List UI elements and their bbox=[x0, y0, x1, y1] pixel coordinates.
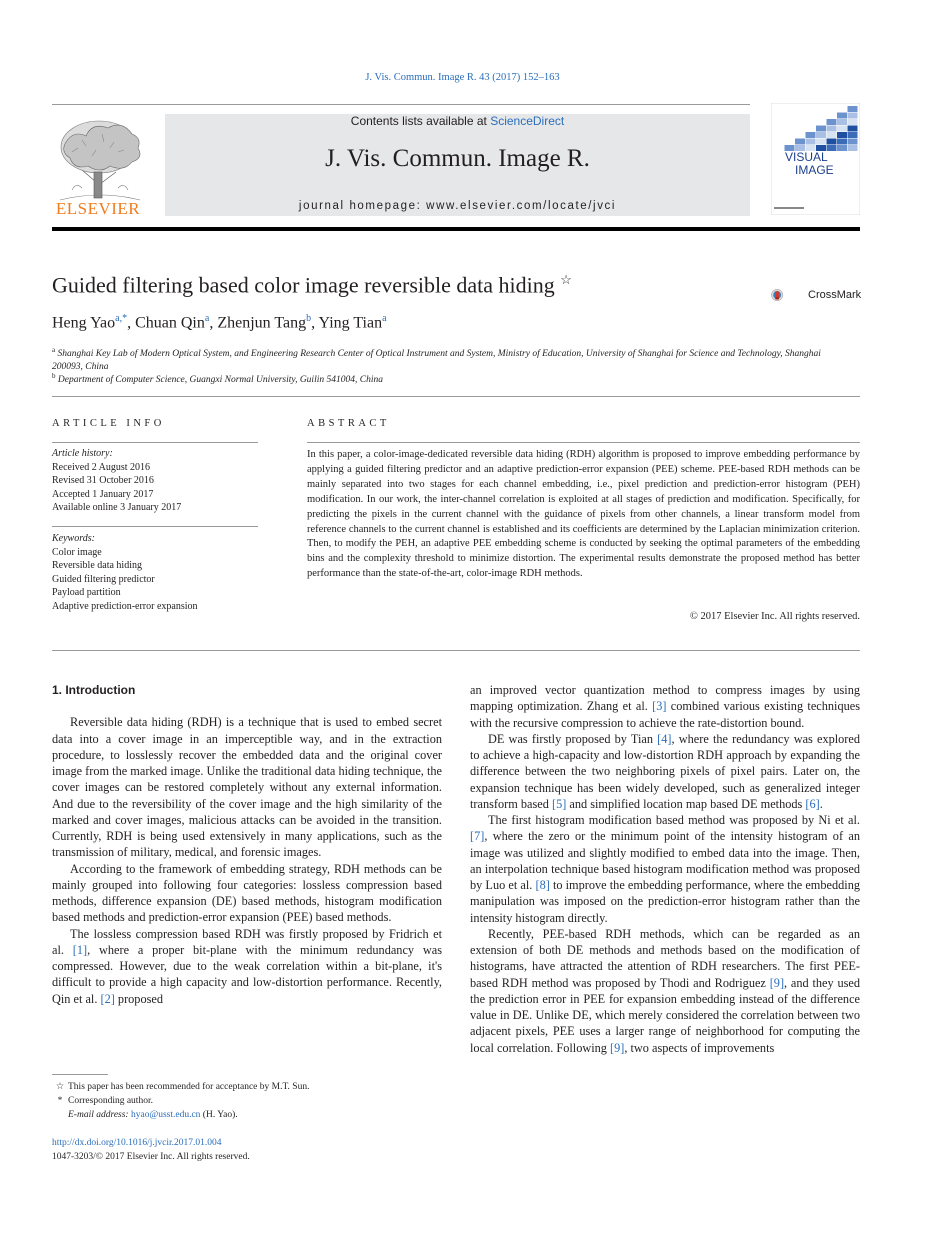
cover-mosaic-tile bbox=[837, 113, 847, 119]
citation-link[interactable]: [8] bbox=[535, 878, 550, 892]
body-paragraph: The first histogram modification based method was proposed by Ni et al. [7], where the zero or the minimum point of the intensity histogram of an image was utilized and slightly modified to embed data into the image. Then, an interpolation technique based histogram modification method was proposed by Luo et al. [8] to improve the embedding performance, where the embedding manipulation was imposed on the prediction-error histogram rather than the intensity histogram directly. bbox=[470, 813, 860, 925]
citation-link[interactable]: [9] bbox=[610, 1040, 625, 1055]
title-footnote-mark[interactable]: ☆ bbox=[560, 272, 572, 287]
cover-mosaic-tile bbox=[827, 132, 837, 138]
body-left-column bbox=[52, 682, 442, 1007]
article-title bbox=[52, 272, 572, 298]
body-paragraph: Reversible data hiding (RDH) is a technique that is used to embed secret data into a cover image in an imperceptible way, and in the extraction procedure, to losslessly recover the embedded data and the original cover image from the marked image. Unlike the traditional data hiding technique, the cover images can be restored completely without any external information. And due to the reversibility of the cover image and the high similarity of the marked and cover images, malicious attacks can be avoided in the transition. Currently, RDH is being used extensively in many applications, such as the transmission of military, medical, and forensic images. bbox=[52, 715, 442, 860]
footnotes bbox=[52, 1080, 442, 1122]
cover-mosaic-tile bbox=[848, 106, 858, 112]
cover-mosaic-tile bbox=[816, 139, 826, 145]
footnote-rule bbox=[52, 1074, 108, 1075]
body-paragraph: DE was firstly proposed by Tian [4], where the redundancy was explored to achieve a high-capacity and low-distortion RDH approach by expanding the difference between the two neighboring pixels of pixel pairs. Later on, the expansion technique has been widely developed, such as generalized integer transform based [5] and simplified location map based DE methods [6]. bbox=[470, 731, 861, 811]
cover-mosaic-tile bbox=[806, 139, 816, 145]
citation-link[interactable]: [2] bbox=[100, 991, 115, 1006]
journal-title: J. Vis. Commun. Image R. bbox=[325, 145, 590, 172]
cover-mosaic-tile bbox=[837, 119, 847, 125]
footnote-text: This paper has been recommended for acceptance by M.T. Sun. bbox=[68, 1082, 310, 1092]
abstract-text: In this paper, a color-image-dedicated reversible data hiding (RDH) algorithm is proposed to improve embedding performance by applying a guided filtering predictor and an adaptive prediction-error expansion (PEE) scheme. PEE-based RDH methods can be mainly separated into two stages for each channel embedding, i.e., pixel prediction and prediction-error histogram (PEH) modification. In our work, the inter-channel correlation is exploited at all stages of prediction and modification. Specifically, for predicting the pixels in the current channel with the guidance of pixels from other channels, a linear transform model from reference channels to the current channel is established and its coefficients are determined by the Laplacian minimization criterion. Then, to modify the PEH, an adaptive PEE embedding scheme is conducted by seeking the optimal parameters of the embedding bins and the complexity threshold to minimize distortion. The experimental results demonstrate the proposed method has better performance than the state-of-the-art, color-image RDH methods. bbox=[307, 449, 860, 580]
author-affiliation-mark[interactable]: a bbox=[382, 313, 387, 324]
cover-mosaic-tile bbox=[827, 139, 837, 145]
crossmark-label[interactable]: CrossMark bbox=[808, 289, 862, 301]
contents-prefix: Contents lists available at bbox=[350, 114, 491, 128]
body-paragraph: The lossless compression based RDH was firstly proposed by Fridrich et al. [1], where a proper bit-plane with the minimum redundancy was compressed. However, due to the weak correlation within a bit-plane, it's difficult to provide a high capacity and low-distortion performance. Recently, Qin et al. [2] proposed bbox=[52, 926, 442, 1006]
keyword-item: Reversible data hiding bbox=[52, 560, 142, 571]
cover-mosaic-tile bbox=[848, 113, 858, 119]
elsevier-wordmark[interactable]: ELSEVIER bbox=[55, 199, 141, 218]
cover-title-line1: VISUAL bbox=[785, 150, 828, 164]
cover-mosaic-tile bbox=[837, 139, 847, 145]
footnote-item bbox=[52, 1094, 442, 1108]
history-label: Article history: bbox=[52, 448, 113, 459]
cover-mosaic-tile bbox=[806, 132, 816, 138]
cover-mosaic-tile bbox=[816, 132, 826, 138]
author-name[interactable]: Chuan Qin bbox=[135, 314, 205, 332]
body-paragraph: an improved vector quantization method to compress images by using mapping optimization. Zhang et al. [3] combined various existing techniques with the recursive compression to achieve the rate-distortion bound. bbox=[470, 683, 861, 730]
affiliation-text: Department of Computer Science, Guangxi Normal University, Guilin 541004, China bbox=[57, 375, 383, 386]
cover-mosaic-tile bbox=[848, 145, 858, 151]
crossmark-icon[interactable] bbox=[771, 278, 807, 312]
author-separator: , bbox=[311, 314, 319, 332]
journal-homepage[interactable]: journal homepage: www.elsevier.com/locate/jvci bbox=[298, 200, 617, 212]
keyword-item: Color image bbox=[52, 546, 102, 558]
keywords-label: Keywords: bbox=[52, 533, 95, 544]
section-heading: 1. Introduction bbox=[52, 683, 136, 697]
footnote-mark: ☆ bbox=[55, 1082, 65, 1092]
article-info-heading: ARTICLE INFO bbox=[52, 418, 165, 429]
history-item: Received 2 August 2016 bbox=[52, 461, 151, 473]
abstract-copyright: © 2017 Elsevier Inc. All rights reserved. bbox=[689, 611, 860, 622]
email-label: E-mail address: bbox=[68, 1110, 131, 1120]
abstract-heading: ABSTRACT bbox=[307, 418, 390, 429]
body-paragraph: Recently, PEE-based RDH methods, which can be regarded as an extension of both DE methods and methods based on the modification of histograms, have attracted the attention of RDH researchers. The first PEE-based RDH method was proposed by Thodi and Rodriguez [9], and they used the prediction error in PEE for expansion embedding instead of the difference value in DE. Unlike DE, which merely considered the correlation between two adjacent pixels, PEE uses a larger range of neighborhood for computing the local correlation. Following [9], two aspects of improvements bbox=[470, 926, 860, 1055]
keyword-item: Payload partition bbox=[52, 587, 121, 598]
author-name[interactable]: Ying Tian bbox=[318, 314, 383, 332]
footnote-email bbox=[52, 1108, 442, 1122]
doi-block bbox=[52, 1137, 250, 1164]
cover-mosaic-tile bbox=[827, 119, 837, 125]
journal-citation[interactable]: J. Vis. Commun. Image R. 43 (2017) 152–163 bbox=[365, 72, 560, 83]
keyword-item: Adaptive prediction-error expansion bbox=[52, 600, 198, 612]
citation-link[interactable]: [1] bbox=[72, 942, 88, 957]
sciencedirect-link[interactable]: ScienceDirect bbox=[490, 114, 565, 128]
contents-line bbox=[165, 114, 750, 128]
footnote-mark: * bbox=[57, 1096, 63, 1106]
cover-title-line2: IMAGE bbox=[795, 163, 834, 177]
cover-mosaic-tile bbox=[827, 126, 837, 132]
affiliation-mark: b bbox=[52, 372, 56, 380]
author-affiliation-mark[interactable]: b bbox=[306, 313, 312, 324]
abstract-rule bbox=[307, 442, 860, 443]
footnote-item bbox=[52, 1080, 442, 1094]
affiliation-divider bbox=[52, 396, 860, 397]
affiliation-b bbox=[52, 370, 852, 387]
citation-link[interactable]: [6] bbox=[805, 796, 820, 811]
history-item: Available online 3 January 2017 bbox=[52, 502, 182, 513]
keywords bbox=[52, 532, 262, 613]
affiliation-mark: a bbox=[52, 346, 56, 354]
body-right-column bbox=[470, 682, 860, 1056]
header-thick-rule bbox=[52, 227, 860, 231]
article-info-rule bbox=[52, 442, 258, 443]
cover-mosaic-tile bbox=[837, 126, 847, 132]
author-affiliation-mark[interactable]: a,* bbox=[115, 313, 128, 324]
citation-link[interactable]: [3] bbox=[652, 699, 667, 714]
cover-mosaic-tile bbox=[795, 139, 805, 145]
keyword-item: Guided filtering predictor bbox=[52, 573, 155, 585]
author-name[interactable]: Heng Yao bbox=[52, 314, 116, 332]
author-separator: , bbox=[209, 314, 218, 332]
cover-mosaic-tile bbox=[827, 145, 837, 151]
body-paragraph: According to the framework of embedding strategy, RDH methods can be mainly grouped into following four categories: lossless compression based methods, difference expansion (DE) based methods, histogram modification based methods and prediction-error expansion (PEE) based methods. bbox=[52, 861, 442, 925]
cover-mosaic-tile bbox=[848, 139, 858, 145]
email-link[interactable]: hyao@usst.edu.cn bbox=[130, 1110, 201, 1120]
article-title-text: Guided filtering based color image reversible data hiding bbox=[52, 272, 555, 298]
email-suffix: (H. Yao). bbox=[200, 1110, 238, 1120]
history-item: Accepted 1 January 2017 bbox=[52, 488, 154, 500]
author-name[interactable]: Zhenjun Tang bbox=[217, 314, 307, 332]
affiliation-text: Shanghai Key Lab of Modern Optical System, and Engineering Research Center of Optical Instrument and System, Ministry of Education, University of Shanghai for Science and Technology, Shanghai 200093, China bbox=[52, 349, 821, 373]
author-separator: , bbox=[127, 314, 136, 332]
author-affiliation-mark[interactable]: a bbox=[204, 313, 210, 324]
journal-cover-thumbnail[interactable] bbox=[771, 103, 860, 215]
cover-mosaic-tile bbox=[837, 132, 847, 138]
cover-mosaic-tile bbox=[837, 145, 847, 151]
doi-link[interactable]: http://dx.doi.org/10.1016/j.jvcir.2017.01.004 bbox=[52, 1138, 222, 1148]
author-list bbox=[52, 313, 387, 332]
cover-mosaic-tile bbox=[848, 132, 858, 138]
cover-mosaic-tile bbox=[816, 126, 826, 132]
issn-copyright: 1047-3203/© 2017 Elsevier Inc. All rights reserved. bbox=[52, 1151, 250, 1162]
history-item: Revised 31 October 2016 bbox=[52, 475, 154, 486]
cover-mosaic-tile bbox=[848, 126, 858, 132]
citation-link[interactable]: [4] bbox=[657, 731, 672, 746]
footnote-text: Corresponding author. bbox=[68, 1096, 153, 1106]
citation-link[interactable]: [9] bbox=[769, 975, 785, 990]
article-history bbox=[52, 447, 262, 515]
citation-link[interactable]: [5] bbox=[551, 796, 567, 811]
cover-mosaic-tile bbox=[848, 119, 858, 125]
keywords-rule bbox=[52, 526, 258, 527]
citation-link[interactable]: [7] bbox=[470, 829, 485, 844]
body-divider bbox=[52, 650, 860, 651]
header-divider bbox=[52, 104, 750, 105]
